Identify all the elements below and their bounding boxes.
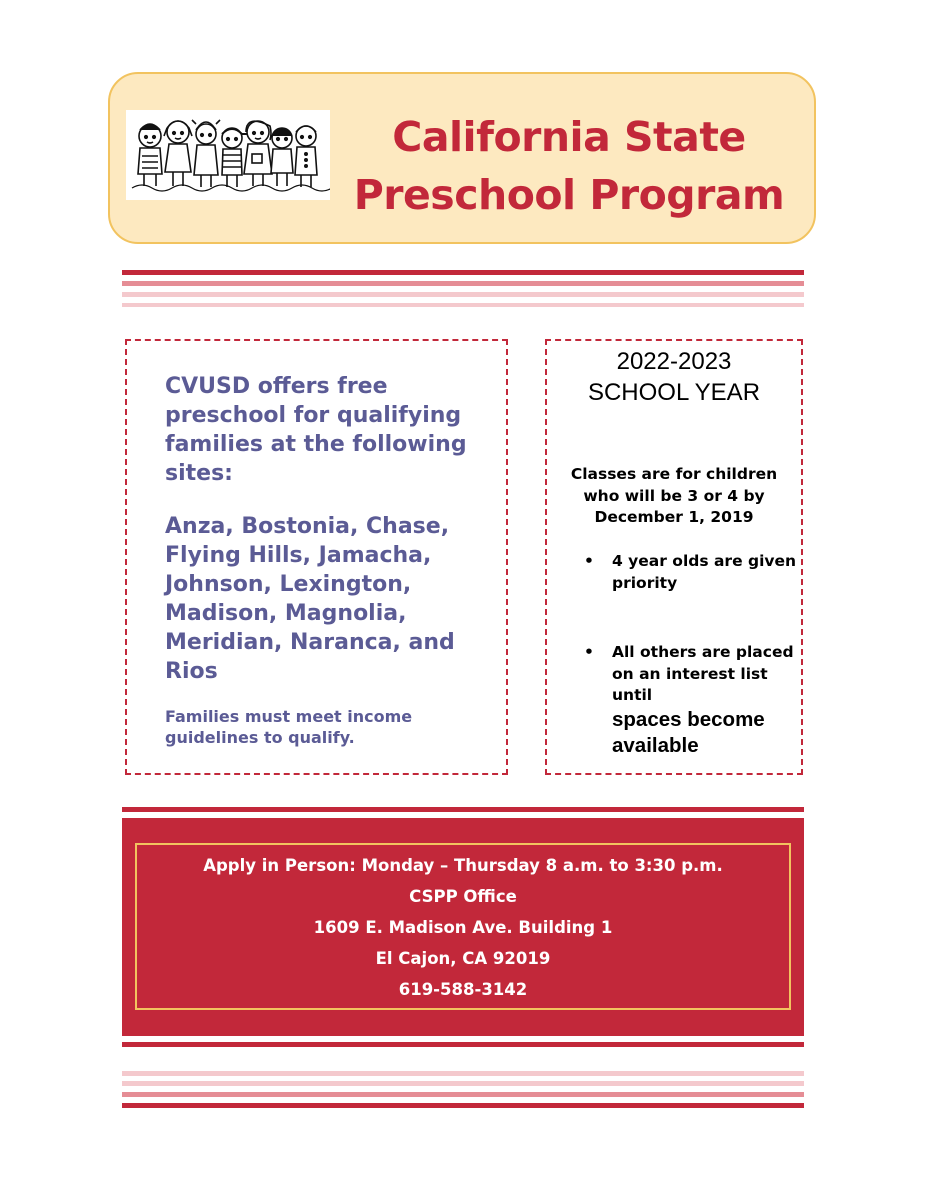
sites-panel-text bbox=[165, 372, 495, 748]
bullet-text-priority: 4 year olds are given priority bbox=[612, 552, 797, 592]
divider-stripe bbox=[122, 292, 804, 297]
divider-stripe bbox=[122, 1092, 804, 1097]
year-line-1: 2022-2023 bbox=[616, 348, 732, 375]
school-year-heading bbox=[550, 346, 798, 408]
divider-stripe bbox=[122, 807, 804, 812]
children-drawing-logo bbox=[126, 110, 330, 200]
office-address: 1609 E. Madison Ave. Building 1 bbox=[313, 918, 613, 937]
divider-stripe bbox=[122, 303, 804, 307]
page-title bbox=[330, 108, 808, 224]
sites-list: Anza, Bostonia, Chase, Flying Hills, Jamacha, Johnson, Lexington, Madison, Magnolia, Meridian, Naranca, and Rios bbox=[165, 514, 455, 684]
eligibility-text: Classes are for children who will be 3 or 4 by December 1, 2019 bbox=[570, 465, 778, 526]
bullet-text-interest-list bbox=[612, 642, 802, 759]
office-name: CSPP Office bbox=[409, 887, 517, 906]
bullet-dot: • bbox=[584, 643, 594, 661]
office-hours: Apply in Person: Monday – Thursday 8 a.m. to 3:30 p.m. bbox=[203, 856, 723, 875]
bullet-text-part-2: spaces become available bbox=[612, 707, 765, 757]
divider-stripe bbox=[122, 1103, 804, 1108]
intro-text: CVUSD offers free preschool for qualifying families at the following sites: bbox=[165, 374, 467, 486]
title-line-2: Preschool Program bbox=[353, 171, 785, 219]
divider-stripe bbox=[122, 1071, 804, 1076]
bullet-dot: • bbox=[584, 552, 594, 570]
divider-stripe bbox=[122, 270, 804, 275]
office-phone: 619-588-3142 bbox=[398, 980, 528, 999]
office-city: El Cajon, CA 92019 bbox=[375, 949, 551, 968]
divider-stripe bbox=[122, 1042, 804, 1047]
income-note: Families must meet income guidelines to qualify. bbox=[165, 707, 413, 747]
title-line-1: California State bbox=[392, 113, 746, 161]
bullet-text-part-1: All others are placed on an interest list until bbox=[612, 643, 794, 704]
divider-stripe bbox=[122, 281, 804, 286]
divider-stripe bbox=[122, 1081, 804, 1086]
year-line-2: SCHOOL YEAR bbox=[587, 379, 761, 406]
contact-info bbox=[135, 850, 791, 1005]
